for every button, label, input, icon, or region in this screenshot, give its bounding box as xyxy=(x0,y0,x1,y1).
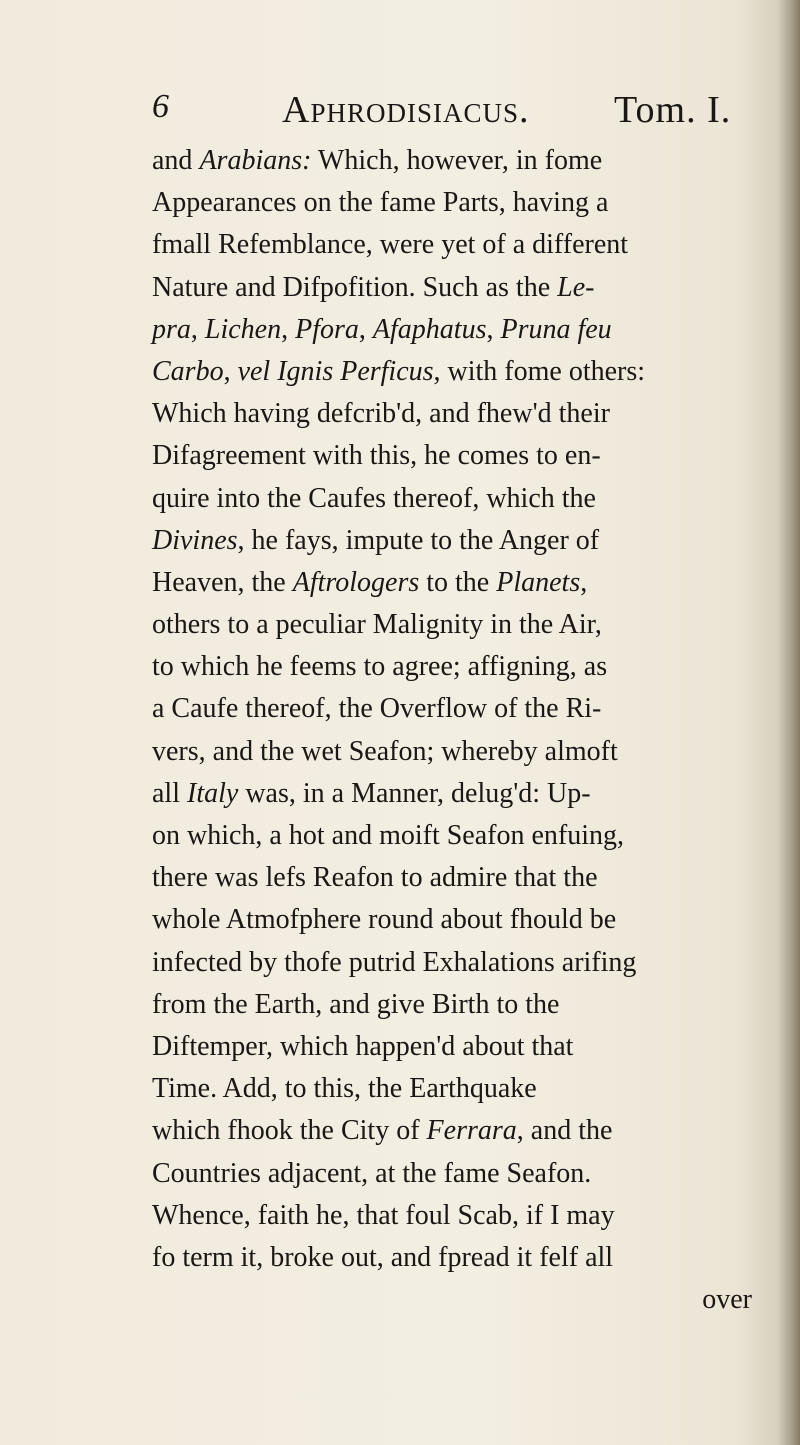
text-segment: to which he feems to agree; affigning, as xyxy=(152,651,608,683)
text-line xyxy=(152,942,792,984)
text-segment: which fhook the City of xyxy=(152,1115,427,1147)
text-segment: to the xyxy=(419,566,497,598)
text-segment: infected by thofe putrid Exhalations arifing xyxy=(152,946,637,978)
text-segment: , xyxy=(190,313,205,345)
italic-segment: Afaphatus xyxy=(372,313,487,345)
text-line xyxy=(152,1068,792,1110)
italic-segment: Pruna feu xyxy=(500,313,612,345)
text-line xyxy=(152,646,792,688)
text-segment: , xyxy=(486,313,501,345)
italic-segment: Divines xyxy=(152,524,238,556)
text-segment: Time. Add, to this, the Earthquake xyxy=(152,1073,537,1105)
text-segment: Which having defcrib'd, and fhew'd their xyxy=(152,398,610,430)
text-segment: Appearances on the fame Parts, having a xyxy=(152,187,609,219)
tome-label: Tom. I. xyxy=(614,89,732,131)
text-line xyxy=(152,267,792,309)
text-segment: a Caufe thereof, the Overflow of the Ri- xyxy=(152,693,602,725)
text-segment: Heaven, the xyxy=(152,566,293,598)
text-line xyxy=(152,140,792,182)
text-segment: whole Atmofphere round about fhould be xyxy=(152,904,617,936)
text-line xyxy=(152,562,792,604)
text-segment: , xyxy=(358,313,373,345)
text-line xyxy=(152,1153,792,1195)
text-segment: Difagreement with this, he comes to en- xyxy=(152,440,601,472)
italic-segment: vel Ignis Perficus xyxy=(237,355,434,387)
text-segment: Whence, faith he, that foul Scab, if I may xyxy=(152,1199,615,1231)
text-line xyxy=(152,1195,792,1237)
text-line xyxy=(152,435,792,477)
text-line xyxy=(152,688,792,730)
italic-segment: Carbo xyxy=(152,355,224,387)
text-line xyxy=(152,857,792,899)
text-line xyxy=(152,182,792,224)
text-segment: from the Earth, and give Birth to the xyxy=(152,988,560,1020)
text-line xyxy=(152,1110,792,1152)
text-segment: vers, and the wet Seafon; whereby almoft xyxy=(152,735,618,767)
body-text xyxy=(152,140,792,1321)
text-line xyxy=(152,604,792,646)
italic-segment: Le- xyxy=(557,271,595,303)
text-line xyxy=(152,351,792,393)
italic-segment: Pfora xyxy=(295,313,359,345)
text-segment: there was lefs Reafon to admire that the xyxy=(152,862,598,894)
text-line xyxy=(152,520,792,562)
text-segment: Which, however, in fome xyxy=(311,145,603,176)
catchword-line xyxy=(152,1279,792,1321)
text-segment: , xyxy=(580,566,588,598)
text-line xyxy=(152,899,792,941)
italic-segment: pra xyxy=(152,313,191,345)
text-segment: fmall Refemblance, were yet of a different xyxy=(152,229,629,261)
text-segment: others to a peculiar Malignity in the Air, xyxy=(152,609,602,641)
text-line xyxy=(152,478,792,520)
text-segment: Countries adjacent, at the fame Seafon. xyxy=(152,1157,592,1189)
text-segment: on which, a hot and moift Seafon enfuing, xyxy=(152,820,625,851)
text-segment: , with fome others: xyxy=(433,355,646,387)
text-line xyxy=(152,773,792,815)
running-title: Aphrodisiacus. xyxy=(282,89,530,131)
catchword: over xyxy=(702,1284,752,1316)
text-line xyxy=(152,731,792,773)
italic-segment: Arabians: xyxy=(199,145,312,176)
text-segment: , xyxy=(223,355,238,387)
page-header xyxy=(152,88,792,132)
text-line xyxy=(152,393,792,435)
italic-segment: Planets xyxy=(496,566,581,598)
text-segment: , he fays, impute to the Anger of xyxy=(237,524,600,556)
text-segment: Diftemper, which happen'd about that xyxy=(152,1030,574,1062)
text-segment: fo term it, broke out, and fpread it felf all xyxy=(152,1241,614,1273)
italic-segment: Italy xyxy=(187,777,239,809)
text-line xyxy=(152,984,792,1026)
text-line xyxy=(152,1026,792,1068)
text-segment: Nature and Difpofition. Such as the xyxy=(152,271,558,303)
italic-segment: Ferrara xyxy=(426,1115,517,1147)
text-line xyxy=(152,309,792,351)
text-line xyxy=(152,1237,792,1279)
italic-segment: Aftrologers xyxy=(292,566,420,598)
italic-segment: Lichen xyxy=(204,313,282,345)
text-segment: , and the xyxy=(516,1115,613,1147)
text-segment: , xyxy=(281,313,296,345)
text-segment: all xyxy=(152,777,187,809)
text-line xyxy=(152,224,792,266)
text-segment: quire into the Caufes thereof, which the xyxy=(152,482,596,514)
text-segment: was, in a Manner, delug'd: Up- xyxy=(238,777,591,809)
text-line xyxy=(152,815,792,857)
folio-number: 6 xyxy=(152,88,169,125)
text-segment: and xyxy=(152,145,200,176)
